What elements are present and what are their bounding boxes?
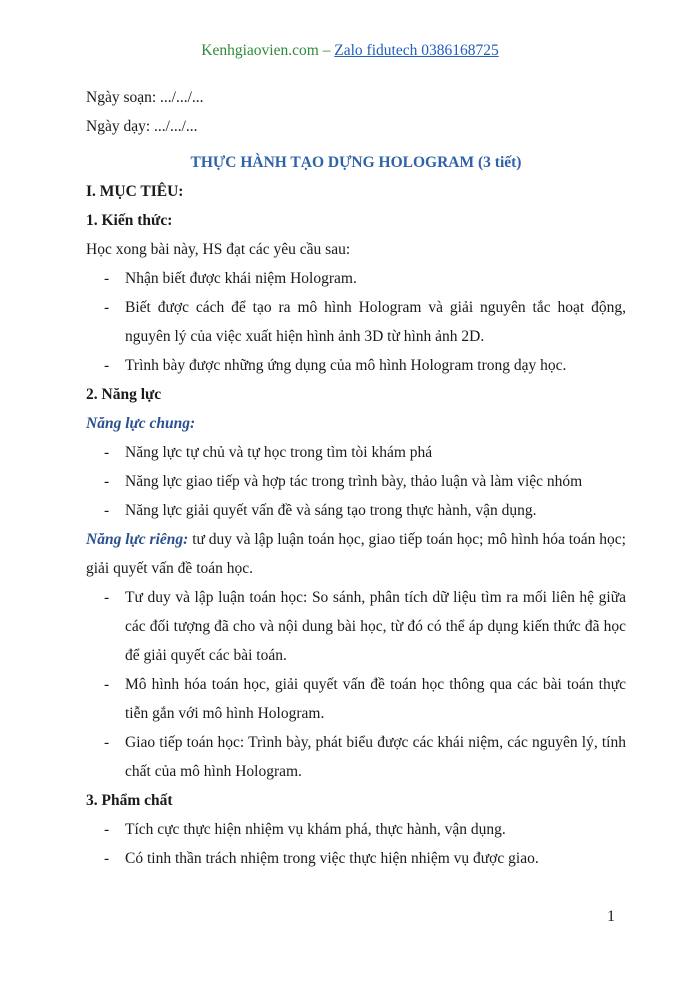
date-taught: Ngày dạy: .../.../... <box>86 118 198 135</box>
list-item: - Nhận biết được khái niệm Hologram. <box>104 270 357 287</box>
header-zalo-link[interactable]: Zalo fidutech 0386168725 <box>334 42 499 59</box>
knowledge-intro: Học xong bài này, HS đạt các yêu cầu sau: <box>86 241 351 258</box>
specific-competence-label: Năng lực riêng: <box>86 531 189 548</box>
list-item: - Biết được cách để tạo ra mô hình Hologram và giải nguyên tắc hoạt động, nguyên lý của việc xuất hiện hình ảnh 3D từ hình ảnh 2D. <box>104 299 626 345</box>
list-item: - Tích cực thực hiện nhiệm vụ khám phá, thực hành, vận dụng. <box>104 821 506 838</box>
header-separator: – <box>318 42 335 59</box>
section-objectives-heading: I. MỤC TIÊU: <box>86 183 184 200</box>
lesson-title: THỰC HÀNH TẠO DỰNG HOLOGRAM (3 tiết) <box>190 154 522 171</box>
specific-competence-list <box>86 583 626 786</box>
date-prepared: Ngày soạn: .../.../... <box>86 89 204 106</box>
list-item: - Năng lực tự chủ và tự học trong tìm tòi khám phá <box>104 444 433 461</box>
qualities-heading: 3. Phẩm chất <box>86 792 173 809</box>
document-body <box>86 83 626 873</box>
header-site-link[interactable]: Kenhgiaovien.com <box>201 42 319 59</box>
list-item: - Có tinh thần trách nhiệm trong việc thực hiện nhiệm vụ được giao. <box>104 850 539 867</box>
knowledge-list <box>86 264 626 380</box>
list-item: - Năng lực giao tiếp và hợp tác trong trình bày, thảo luận và làm việc nhóm <box>104 473 583 490</box>
list-item: - Trình bày được những ứng dụng của mô hình Hologram trong dạy học. <box>104 357 567 374</box>
page-number: 1 <box>607 908 615 925</box>
specific-competence-text: tư duy và lập luận toán học, giao tiếp toán học; mô hình hóa toán học; giải quyết vấn đề toán học. <box>86 531 626 577</box>
general-competence-list <box>86 438 626 525</box>
general-competence-heading: Năng lực chung: <box>86 415 196 432</box>
specific-competence-paragraph <box>86 525 626 583</box>
list-item: - Năng lực giải quyết vấn đề và sáng tạo trong thực hành, vận dụng. <box>104 502 537 519</box>
page-header <box>0 42 700 60</box>
list-item: - Tư duy và lập luận toán học: So sánh, phân tích dữ liệu tìm ra mối liên hệ giữa các đối tượng đã cho và nội dung bài học, từ đó có thể áp dụng kiến thức đã học để giải quyết các bài toán. <box>104 589 626 664</box>
list-item: - Mô hình hóa toán học, giải quyết vấn đề toán học thông qua các bài toán thực tiễn gắn với mô hình Hologram. <box>104 676 626 722</box>
list-item: - Giao tiếp toán học: Trình bày, phát biểu được các khái niệm, các nguyên lý, tính chất của mô hình Hologram. <box>104 734 626 780</box>
knowledge-heading: 1. Kiến thức: <box>86 212 173 229</box>
qualities-list <box>86 815 626 873</box>
competence-heading: 2. Năng lực <box>86 386 162 403</box>
